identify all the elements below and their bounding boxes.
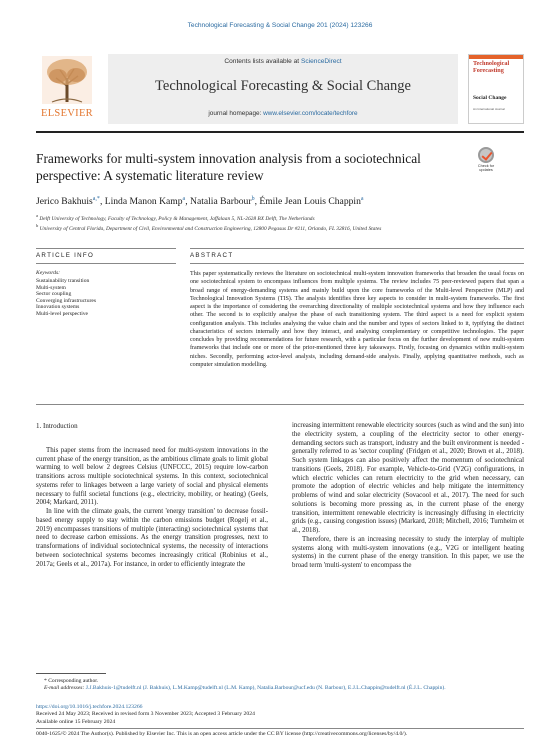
footnotes [36,678,524,692]
journal-title: Technological Forecasting & Social Change [155,78,411,94]
keyword: Sustainability transition [36,278,90,284]
author-name[interactable]: Natalia Barbour [190,196,252,208]
author-name[interactable]: Linda Manon Kamp [104,196,183,208]
cover-note: An International Journal [473,107,505,111]
footnote-rule [36,673,106,674]
keyword: Converging infrastructures [36,297,97,304]
affiliation-text: Delft University of Technology, Faculty of Technology, Policy & Management, Jaffalaan 5, NL-2628 BX Delft, The Netherlands [39,215,315,222]
author-affiliation-marker[interactable]: b [251,196,255,202]
homepage-line [108,110,458,117]
section-heading: 1. Introduction [36,422,78,430]
keyword: Innovation systems [36,304,80,311]
author-emails-link[interactable]: J.J.Bakhuis-1@tudelft.nl (J. Bakhuis), L.M.Kamp@tudelft.nl (L.M. Kamp), Natalia.Barbour@ucf.edu (N. Barbour), E.J.L.Chappin@tudelft.nl (É.J.L. Chappin). [85,685,446,691]
keyword: Multi-level perspective [36,310,89,317]
body-column-left [36,422,268,569]
body-paragraph: increasing intermittent renewable electricity sources (such as wind and the sun) into the electricity system, a coupling of the electricity sector to other energy-demanding sectors such as transport, industry and the built environment is needed - generally referred to as 'sector coupling' (Fridgen et al., 2020; Brown et al., 2018). Such system linkages can also positively affect the momentum of sociotechnical transitions (Geels, 2018). For example, Vehicle-to-Grid (V2G) configurations, in which electric vehicles can return electricity to the grid when necessary, can promote the adoption of electric vehicles and help mitigate the intermittency problems of wind and solar electricity (Sovacool et al., 2017). The need for such solutions is becoming more pressing as, in the current phase of the energy transition, intermittent renewable electricity is increasingly diffusing in electricity grids (e.g., causing congestion issues) (Markard, 2018; Mitchell, 2016; Turnheim et al., 2018). [292,422,524,534]
body-paragraph: In line with the climate goals, the current 'energy transition' to decrease fossil-based energy supply to stay within the carbon emissions budget (Rogelj et al., 2019) encompasses transitions of multiple (interacting) sociotechnical systems that need to decrease carbon emissions. As the energy transition progresses, next to transformations of individual sociotechnical systems, the necessity of interactions between sociotechnical systems becomes increasingly critical (Robinius et al., 2017a; Geels et al., 2017a). For instance, in order to efficiently integrate the [36,508,268,568]
article-info-rule [36,248,176,249]
keywords-label: Keywords: [36,270,61,276]
journal-cover-thumbnail[interactable] [468,54,524,124]
affiliation [36,213,524,222]
masthead [36,54,524,124]
masthead-divider [36,131,524,133]
check-for-updates-button[interactable] [474,147,498,177]
elsevier-logo[interactable] [36,54,98,124]
article-info-subrule [36,263,176,264]
affiliation-text: University of Central Florida, Department of Civil, Environmental and Construction Engineering, 12800 Pegasus Dr #211, Orlando, FL 32816, United States [39,225,382,232]
homepage-prefix: journal homepage: [208,110,264,117]
body-paragraph: This paper stems from the increased need for multi-system innovations in the current phase of the energy transition, as the ambitious climate goals to limit global warming to well below 2 degrees Celsius (UNFCCC, 2015) require low-carbon transitions across multiple sociotechnical systems. In this context, sociotechnical systems refer to linkages between a large variety of social and physical elements necessary to fulfil societal functions (e.g., electricity, mobility, or heating) (Geels, 2004; Markard, 2011). [36,446,268,507]
abstract-text: This paper systematically reviews the literature on sociotechnical multi-system innovation frameworks that broaden the usual focus on one sociotechnical system to encompass influences from multiple systems. The review includes 75 peer-reviewed papers that span a broad range of energy-demanding systems and mainly build upon the core frameworks of the Multi-level Perspective (MLP) and Technological Innovation Systems (TIS). The analysis identifies three key aspects to consider in multi-system frameworks. The first aspect is the importance of considering the overarching directionality of multiple sociotechnical systems and how they influence each other. The second is to explicitly analyse the phase of each transitioning system. The third aspect is a need for explicit system configuration analysis. This includes analysing the value chain and the number and types of sectors linked to it, typifying the distinct characteristics of sectors internally and how they interact, and analysing complementary or competitive technologies. The paper concludes by providing recommendations for future research, with a particular focus on the further development of new multi-system frameworks that include one or more of the prior-mentioned three key takeaways. Firstly, focusing on dynamics within multi-system niches. Secondly, performing actor-level analysis, including demand-side analysis. Finally, applying quantitative methods, such as computer simulation modelling. [190,271,524,368]
abstract-rule [190,248,524,249]
cover-subtitle: Social Change [473,95,507,101]
body-paragraph: Therefore, there is an increasing necessity to study the interplay of multiple systems along with multi-system innovations (e.g., V2G or intelligent heating systems) in the current phase of the energy transition. In this paper, we use the broad term 'multi-system' to encompass the [292,535,524,569]
contents-line [108,58,458,65]
elsevier-tree-icon [42,56,92,104]
affiliation [36,223,524,232]
author-affiliation-marker[interactable]: a [360,196,364,202]
keyword: Sector coupling [36,291,72,298]
article-title: Frameworks for multi-system innovation analysis from a sociotechnical perspective: A systematic literature review [36,151,421,183]
email-label: E-mail addresses: [44,685,86,691]
license-rule [36,728,524,729]
online-date: Available online 15 February 2024 [36,718,116,725]
affiliation-marker: a [36,213,38,218]
keyword: Multi-system [36,284,66,291]
journal-banner [108,54,458,124]
abstract-end-rule [36,404,524,405]
article-info-heading: ARTICLE INFO [36,252,95,259]
elsevier-wordmark: ELSEVIER [41,108,93,119]
abstract-subrule [190,263,524,264]
sciencedirect-link[interactable]: ScienceDirect [300,58,342,65]
keyword-list [36,278,176,318]
contents-prefix: Contents lists available at [224,58,301,65]
author-affiliation-marker[interactable]: a,* [92,196,100,202]
received-dates: Received 24 May 2023; Received in revised form 3 November 2023; Accepted 3 February 2024 [36,711,255,718]
check-for-updates-label: Check for updates [477,164,495,173]
journal-reference[interactable]: Technological Forecasting & Social Change 201 (2024) 123266 [187,22,373,29]
email-footnote [36,685,524,692]
doi-link[interactable]: https://doi.org/10.1016/j.techfore.2024.123266 [36,704,143,710]
cover-title: Technological Forecasting [473,60,510,74]
publication-metadata [36,704,524,738]
body-column-right [292,422,524,571]
author-name[interactable]: Émile Jean Louis Chappin [259,196,361,208]
abstract-heading: ABSTRACT [190,252,234,259]
journal-homepage-link[interactable]: www.elsevier.com/locate/techfore [263,110,358,117]
corresponding-author-note: * Corresponding author. [44,678,99,684]
author-affiliation-marker[interactable]: a [182,196,186,202]
cover-accent-bar [469,55,523,59]
author-list: Jerico Bakhuis$^{a,*}$, Linda Manon Kamp$^a$, Natalia Barbour$^b$, Émile Jean Louis Chappin$^a$ [36,196,364,208]
check-for-updates-icon [478,147,494,163]
license-statement: 0040-1625/© 2024 The Author(s). Published by Elsevier Inc. This is an open access article under the CC BY license (http://creativecommons.org/licenses/by/4.0/). [36,730,408,737]
author-name[interactable]: Jerico Bakhuis [36,196,93,208]
affiliation-marker: b [36,223,39,228]
